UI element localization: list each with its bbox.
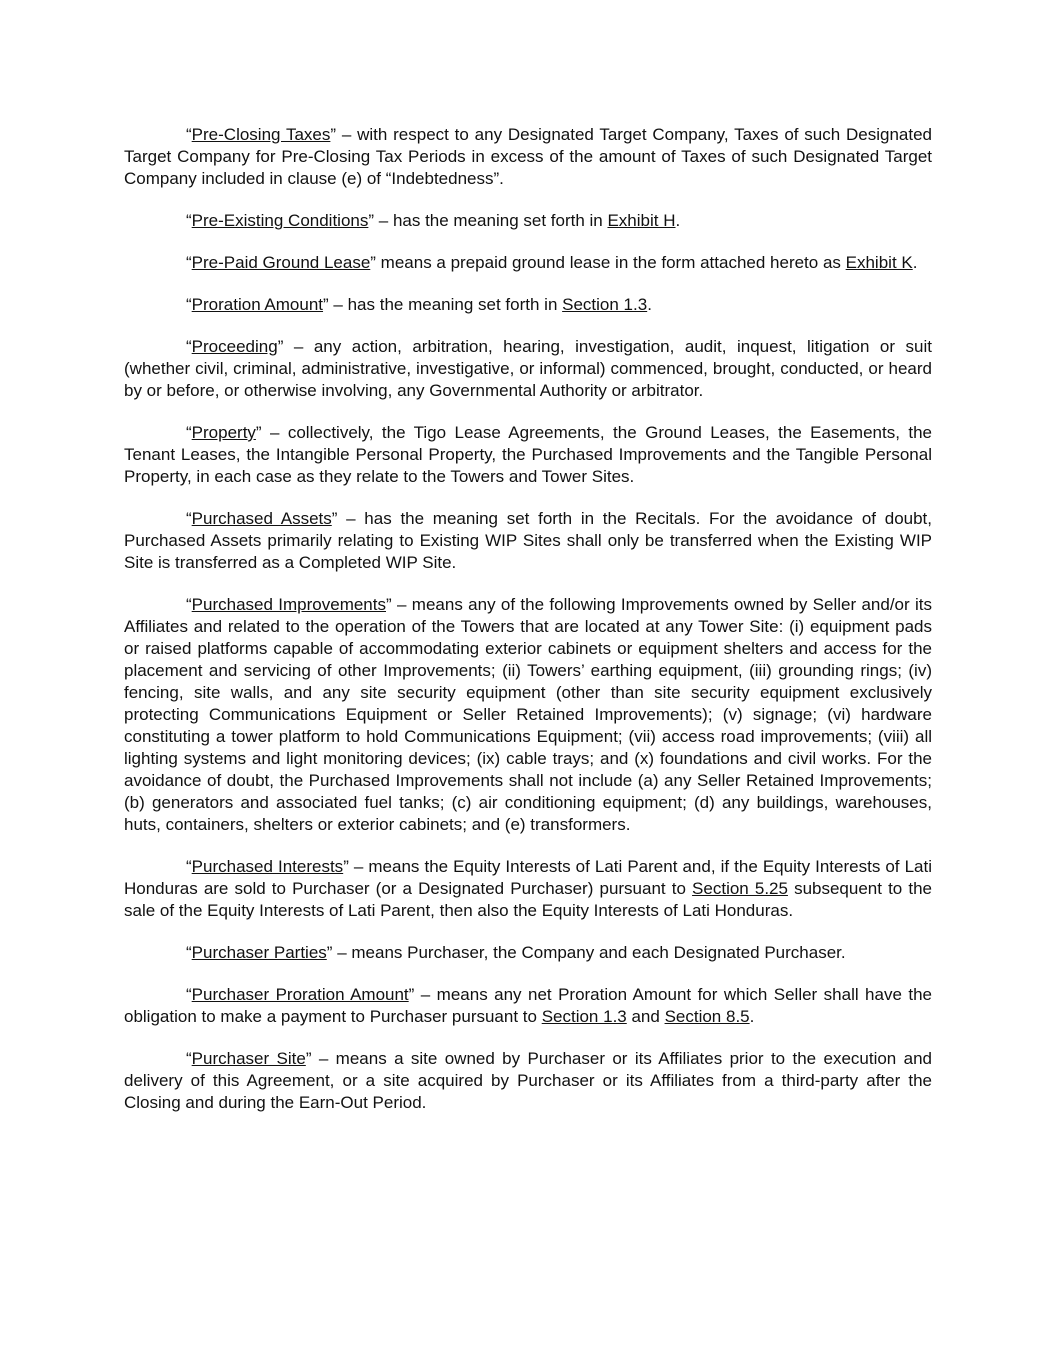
- cross-reference: Section 8.5: [664, 1007, 750, 1026]
- defined-term: Pre-Closing Taxes: [191, 125, 331, 144]
- definition-purchased-interests: “Purchased Interests” – means the Equity Interests of Lati Parent and, if the Equity Interests of Lati Honduras are sold to Purchaser (or a Designated Purchaser) pursuant to Section 5.25 subsequent to the sale of the Equity Interests of Lati Parent, then also the Equity Interests of Lati Honduras.: [124, 857, 932, 920]
- definition-purchaser-parties: “Purchaser Parties” – means Purchaser, the Company and each Designated Purchaser.: [186, 943, 846, 962]
- cross-reference: Section 1.3: [541, 1007, 627, 1026]
- definition-text: means a prepaid ground lease in the form attached hereto as: [375, 253, 846, 272]
- cross-reference: Exhibit K: [845, 253, 913, 272]
- definition-pre-paid-ground-lease: “Pre-Paid Ground Lease” means a prepaid ground lease in the form attached hereto as Exhibit K.: [186, 253, 918, 272]
- cross-reference: Section 5.25: [692, 879, 788, 898]
- definition-text: – means the Equity Interests of Lati Parent and, if the Equity Interests of Lati Honduras are sold to Purchaser (or a Designated Purchaser) pursuant to: [124, 857, 932, 898]
- definition-text: – means any net Proration Amount for which Seller shall have the obligation to make a payment to Purchaser pursuant to: [124, 985, 932, 1026]
- definition-property: “Property” – collectively, the Tigo Lease Agreements, the Ground Leases, the Easements, the Tenant Leases, the Intangible Personal Property, the Purchased Improvements and the Tangible Personal Property, in each case as they relate to the Towers and Tower Sites.: [124, 423, 932, 486]
- definition-purchased-improvements: “Purchased Improvements” – means any of the following Improvements owned by Seller and/or its Affiliates and related to the operation of the Towers that are located at any Tower Site: (i) equipment pads or raised platforms capable of accommodating exterior cabinets or equipment shelters and access for the placement and servicing of other Improvements; (ii) Towers’ earthing equipment, (iii) grounding rings; (iv) fencing, site walls, and any site security equipment (other than site security equipment exclusively protecting Communications Equipment or Seller Retained Improvements); (v) signage; (vi) hardware constituting a tower platform to hold Communications Equipment; (vii) access road improvements; (viii) all lighting systems and light monitoring devices; (ix) cable trays; and (x) foundations and civil works. For the avoidance of doubt, the Purchased Improvements shall not include (a) any Seller Retained Improvements; (b) generators and associated fuel tanks; (c) air conditioning equipment; (d) any buildings, warehouses, huts, containers, shelters or exterior cabinets; and (e) transformers.: [124, 595, 932, 834]
- definition-pre-existing-conditions: “Pre-Existing Conditions” – has the meaning set forth in Exhibit H.: [186, 211, 681, 230]
- defined-term: Purchaser Parties: [191, 943, 327, 962]
- defined-term: Property: [191, 423, 256, 442]
- defined-term: Pre-Paid Ground Lease: [191, 253, 371, 272]
- definition-text: – collectively, the Tigo Lease Agreements, the Ground Leases, the Easements, the Tenant Leases, the Intangible Personal Property, the Purchased Improvements and the Tangible Personal Property, in each case as they relate to the Towers and Tower Sites.: [124, 423, 932, 486]
- definition-purchaser-site: “Purchaser Site” – means a site owned by Purchaser or its Affiliates prior to the execution and delivery of this Agreement, or a site acquired by Purchaser or its Affiliates from a third-party after the Closing and during the Earn-Out Period.: [124, 1049, 932, 1112]
- definition-proration-amount: “Proration Amount” – has the meaning set forth in Section 1.3.: [186, 295, 652, 314]
- definition-text: – means any of the following Improvements owned by Seller and/or its Affiliates and related to the operation of the Towers that are located at any Tower Site: (i) equipment pads or raised platforms capable of accommodating exterior cabinets or equipment shelters and access for the placement and servicing of other Improvements; (ii) Towers’ earthing equipment, (iii) grounding rings; (iv) fencing, site walls, and any site security equipment (other than site security equipment exclusively protecting Communications Equipment or Seller Retained Improvements); (v) signage; (vi) hardware constituting a tower platform to hold Communications Equipment; (vii) access road improvements; (viii) all lighting systems and light monitoring devices; (ix) cable trays; and (x) foundations and civil works. For the avoidance of doubt, the Purchased Improvements shall not include (a) any Seller Retained Improvements; (b) generators and associated fuel tanks; (c) air conditioning equipment; (d) any buildings, warehouses, huts, containers, shelters or exterior cabinets; and (e) transformers.: [124, 595, 932, 834]
- cross-reference: Section 1.3: [562, 295, 648, 314]
- definition-text: subsequent to the sale of the Equity Interests of Lati Parent, then also the Equity Interests of Lati Honduras.: [124, 879, 932, 920]
- definition-text: – has the meaning set forth in: [374, 211, 608, 230]
- definition-text: – means a site owned by Purchaser or its Affiliates prior to the execution and delivery of this Agreement, or a site acquired by Purchaser or its Affiliates from a third-party after the Closing and during the Earn-Out Period.: [124, 1049, 932, 1112]
- cross-reference: Exhibit H: [607, 211, 676, 230]
- defined-term: Purchaser Proration Amount: [191, 985, 409, 1004]
- definition-text: – with respect to any Designated Target Company, Taxes of such Designated Target Company for Pre-Closing Tax Periods in excess of the amount of Taxes of such Designated Target Company included in clause (e) of “Indebtedness”.: [124, 125, 932, 188]
- defined-term: Purchased Assets: [191, 509, 332, 528]
- defined-term: Proceeding: [191, 337, 278, 356]
- definition-proceeding: “Proceeding” – any action, arbitration, hearing, investigation, audit, inquest, litigation or suit (whether civil, criminal, administrative, investigative, or informal) commenced, brought, conducted, or heard by or before, or otherwise involving, any Governmental Authority or arbitrator.: [124, 337, 932, 400]
- definition-pre-closing-taxes: “Pre-Closing Taxes” – with respect to any Designated Target Company, Taxes of such Designated Target Company for Pre-Closing Tax Periods in excess of the amount of Taxes of such Designated Target Company included in clause (e) of “Indebtedness”.: [124, 125, 932, 188]
- definition-purchased-assets: “Purchased Assets” – has the meaning set forth in the Recitals. For the avoidance of doubt, Purchased Assets primarily relating to Existing WIP Sites shall only be transferred when the Existing WIP Site is transferred as a Completed WIP Site.: [124, 509, 933, 572]
- definition-text: – any action, arbitration, hearing, investigation, audit, inquest, litigation or suit (whether civil, criminal, administrative, investigative, or informal) commenced, brought, conducted, or heard by or before, or otherwise involving, any Governmental Authority or arbitrator.: [124, 337, 932, 400]
- definition-text: – has the meaning set forth in the Recitals. For the avoidance of doubt, Purchased Assets primarily relating to Existing WIP Sites shall only be transferred when the Existing WIP Site is transferred as a Completed WIP Site.: [124, 509, 933, 572]
- defined-term: Purchased Interests: [191, 857, 344, 876]
- definition-text: – has the meaning set forth in: [328, 295, 563, 314]
- defined-term: Proration Amount: [191, 295, 324, 314]
- definition-text: – means Purchaser, the Company and each Designated Purchaser.: [332, 943, 846, 962]
- defined-term: Purchaser Site: [191, 1049, 306, 1068]
- defined-term: Purchased Improvements: [191, 595, 386, 614]
- defined-term: Pre-Existing Conditions: [191, 211, 369, 230]
- definition-purchaser-proration-amount: “Purchaser Proration Amount” – means any net Proration Amount for which Seller shall have the obligation to make a payment to Purchaser pursuant to Section 1.3 and Section 8.5.: [124, 985, 932, 1026]
